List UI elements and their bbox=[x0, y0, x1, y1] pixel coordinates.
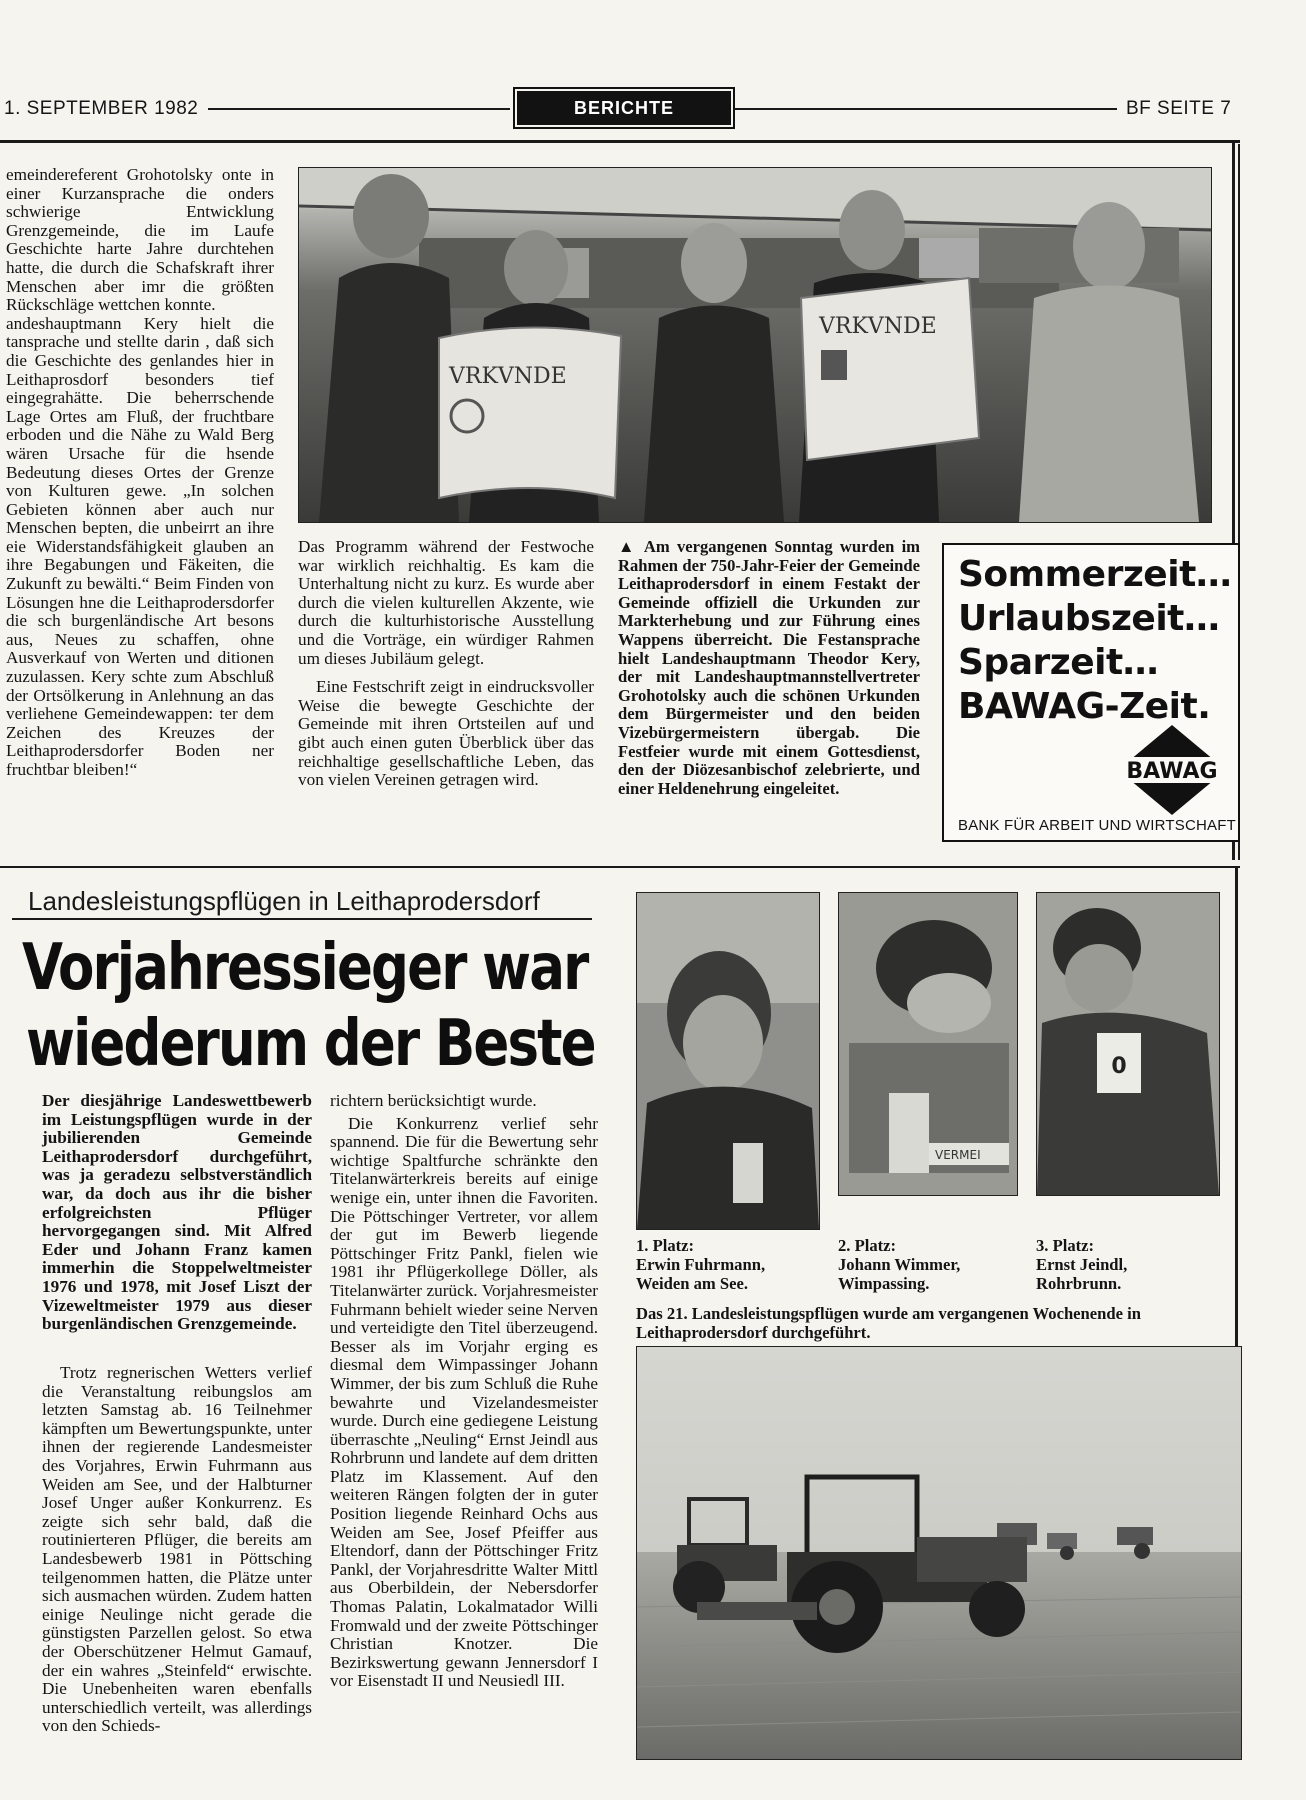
bawag-logo-text: BAWAG bbox=[1126, 759, 1218, 784]
article-col-1 bbox=[42, 1364, 312, 1736]
ad-line-3: Sparzeit… bbox=[958, 642, 1159, 683]
article-lead-text: Der diesjährige Landeswettbewerb im Leistungspflügen wurde in der jubilierenden Gemeinde Leithaprodersdorf durchgeführt, was ja geradezu selbstverständlich war, da doch aus ihr die bisher erfolgreichsten Pflüger hervorgegangen sind. Mit Alfred Eder und Johann Franz kamen immerhin die Stoppelweltmeister 1976 und 1978, mit Josef Liszt der Vizeweltmeister 1979 aus dieser burgenländischen Grenzgemeinde. bbox=[42, 1091, 312, 1334]
page-number: BF SEITE 7 bbox=[1126, 98, 1232, 119]
ceremony-photo-caption bbox=[618, 538, 920, 798]
ad-tagline: BANK FÜR ARBEIT UND WIRTSCHAFT bbox=[958, 817, 1236, 834]
ad-line-1: Sommerzeit… bbox=[958, 554, 1232, 595]
article-col-1-text: Trotz regnerischen Wetters verlief die Veranstaltung reibungslos am letzten Samstag ab. 16 Teilnehmer kämpften um Bewertungspunkte, unter ihnen der regierende Landesmeister des Vorjahres, Erwin Fuhrmann aus Weiden am See, und der Halbturner Josef Unger außer Konkurrenz. Es zeigte sich sehr bald, daß die routinierteren Pflüger, die bereits am Landesbewerb 1981 in Pöttsching teilgenommen hatten, die Plätze unter sich ausmachen würden. Zudem hatten einige Neulinge nicht gerade die günstigsten Parzellen gelost. So etwa der Oberschützener Helmut Gamauf, der ein wahres „Steinfeld“ erwischte. Die Unebenheiten waren ebenfalls unterschiedlich verteilt, was allerdings von den Schieds- bbox=[42, 1363, 312, 1736]
ceremony-photo-drawing bbox=[299, 168, 1211, 522]
machine-label-text: VERMEI bbox=[935, 1148, 981, 1162]
kicker-underline bbox=[12, 918, 592, 920]
ceremony-photo bbox=[298, 167, 1212, 523]
winner-2-place: 2. Platz: bbox=[838, 1236, 897, 1255]
top-left-column bbox=[6, 166, 274, 780]
top-left-para-2: andeshauptmann Kery hielt die tansprache und stellte darin , daß sich die Geschichte des genlandes hier in Leithaprosdorf besonders tief eingegrahätte. Die beherrschende Lage Ortes am Fluß, der fruchtbare erboden und die Nähe zu Wald Berg wären Ursache für die hsende Bedeutung dieses Ortes der Grenze von Kulturen gewe. „In solchen Gebieten können aber auch nur Menschen bepten, die unbeirrt an ihre eie Widerstandsfähigkeit glauben an ihre Begabungen und Fäkeiten, die Zukunft zu bewälti.“ Beim Finden von Lösungen hne die Leithaprodersdorfer die sch burgenländische Art besons aus, Neues zu schaffen, ohne Ausverkauf von Werten und ditionen zuzulassen. Kery schte zum Abschluß der Ortsölkerung in Anlehnung an das verliehene Gemeindewappen: ter dem Zeichen des Kreuzes der Leithaprodersdorfer Boden ner fruchtbar bleiben!“ bbox=[6, 313, 274, 779]
headline-line-2: wiederum der Beste bbox=[26, 1007, 595, 1081]
ceremony-caption-text: ▲ Am vergangenen Sonntag wurden im Rahmen der 750-Jahr-Feier der Gemeinde Leithaprodersdorf in einem Festakt der Gemeinde offiziell die Urkunden zur Markterhebung und zur Führung eines Wappens überreicht. Die Festansprache hielt Landeshauptmann Theodor Kery, der mit Landeshauptmannstellvertreter Grohotolsky auch die schönen Urkunden dem Bürgermeister und den beiden Vizebürgermeistern übergab. Die Festfeier wurde mit einem Gottesdienst, den der Diözesanbischof zelebrierte, und einer Heldenehrung eingeleitet. bbox=[618, 537, 920, 798]
section-divider bbox=[0, 866, 1240, 868]
issue-date: 1. SEPTEMBER 1982 bbox=[4, 98, 199, 119]
winner-photo-2-drawing bbox=[839, 893, 1017, 1195]
winner-photo-1-drawing bbox=[637, 893, 819, 1229]
top-middle-column bbox=[298, 538, 594, 790]
winner-photo-3 bbox=[1036, 892, 1220, 1196]
tractor-photo-drawing bbox=[637, 1347, 1241, 1759]
ad-line-2: Urlaubszeit… bbox=[958, 598, 1220, 639]
winner-3-name: Ernst Jeindl, bbox=[1036, 1255, 1128, 1274]
winner-3-place: 3. Platz: bbox=[1036, 1236, 1095, 1255]
article-col-2-text: Die Konkurrenz verlief sehr spannend. Die für die Bewertung sehr wichtige Spaltfurche schränkte den Titelanwärterkreis bereits auf einige wenige ein, unter ihnen die Favoriten. Die Pöttschinger Vertreter, vor allem der gut im Bewerb liegende Pöttschinger Fritz Pankl, fielen wie 1981 ihr Pflügerkollege Döller, als Titelanwärter zurück. Vorjahresmeister Fuhrmann behielt wieder seine Nerven und verteidigte den Titel überzeugend. Besser als im Vorjahr erging es diesmal dem Wimpassinger Johann Wimmer, der bis zum Schluß die Ruhe bewahrte und Vizelandesmeister wurde. Durch eine gediegene Leistung überraschte „Neuling“ Ernst Jeindl aus Rohrbrunn und landete auf dem dritten Platz im Klassement. Auf den weiteren Rängen folgten der in guter Position liegende Reinhard Ochs aus Weiden am See, Josef Pfeiffer aus Eltendorf, dann der Pöttschinger Fritz Pankl, der Vorjahresdritte Walter Mittl aus Oberbildein, der Nebersdorfer Thomas Palatin, Lokalmatador Willi Fromwald und der zweite Pöttschinger Christian Knotzer. Die Bezirkswertung gewann Jennersdorf I vor Eisenstadt II und Neusiedl III. bbox=[330, 1113, 598, 1691]
winner-2-town: Wimpassing. bbox=[838, 1274, 930, 1293]
top-left-para-1: emeindereferent Grohotolsky onte in einer Kurzansprache die onders schwierige Entwicklung Grenzgemeinde, die im Laufe Geschichte harte Jahre durchtehen hatte, die durch die Schafskraft ihrer Menschen aber imr die größten Rückschläge wettchen konnte. bbox=[6, 165, 274, 315]
winner-caption-3 bbox=[1036, 1236, 1226, 1293]
tractor-caption: Das 21. Landesleistungspflügen wurde am vergangenen Wochenende in Leithaprodersdorf durchgeführt. bbox=[636, 1304, 1141, 1342]
winner-caption-2 bbox=[838, 1236, 1028, 1293]
winner-caption-1 bbox=[636, 1236, 826, 1293]
winner-photo-1 bbox=[636, 892, 820, 1230]
article-col-2 bbox=[330, 1092, 598, 1691]
article-col-2-start: richtern berücksichtigt wurde. bbox=[330, 1091, 537, 1110]
bawag-logo-icon bbox=[1116, 723, 1228, 817]
winner-2-name: Johann Wimmer, bbox=[838, 1255, 961, 1274]
winner-1-name: Erwin Fuhrmann, bbox=[636, 1255, 766, 1274]
winner-photo-2 bbox=[838, 892, 1018, 1196]
header-rule-left bbox=[208, 108, 510, 110]
shirt-number-text: 0 bbox=[1111, 1054, 1127, 1079]
winner-1-place: 1. Platz: bbox=[636, 1236, 695, 1255]
section-label: BERICHTE bbox=[517, 91, 731, 125]
bawag-ad[interactable] bbox=[942, 543, 1240, 842]
top-mid-para-1: Das Programm während der Festwoche war wirklich reichhaltig. Es kam die Unterhaltung nicht zu kurz. Es wurde aber durch die vielen kulturellen Akzente, wie durch die kulturhistorische Ausstellung und die Vorträge, ein würdiger Rahmen um dieses Jubiläum gelegt. bbox=[298, 537, 594, 668]
frame-top-rule bbox=[0, 140, 1240, 143]
top-mid-para-2: Eine Festschrift zeigt in eindrucksvoller Weise die bewegte Geschichte der Gemeinde mit ihren Ortsteilen auf und gibt auch einen guten Überblick über das reichhaltige gesellschaftliche Leben, das von vielen Vereinen getragen wird. bbox=[298, 677, 594, 790]
header-rule-right bbox=[734, 108, 1117, 110]
headline-line-1: Vorjahressieger war bbox=[22, 931, 588, 1005]
scroll-right-text: VRKVNDE bbox=[819, 314, 937, 339]
tractor-photo bbox=[636, 1346, 1242, 1760]
ad-line-4: BAWAG-Zeit. bbox=[958, 686, 1211, 727]
article-kicker: Landesleistungspflügen in Leithaprodersdorf bbox=[28, 886, 540, 916]
winner-3-town: Rohrbrunn. bbox=[1036, 1274, 1122, 1293]
winner-photo-3-drawing bbox=[1037, 893, 1219, 1195]
article-lead bbox=[42, 1092, 312, 1334]
scroll-left-text: VRKVNDE bbox=[449, 364, 567, 389]
winner-1-town: Weiden am See. bbox=[636, 1274, 748, 1293]
